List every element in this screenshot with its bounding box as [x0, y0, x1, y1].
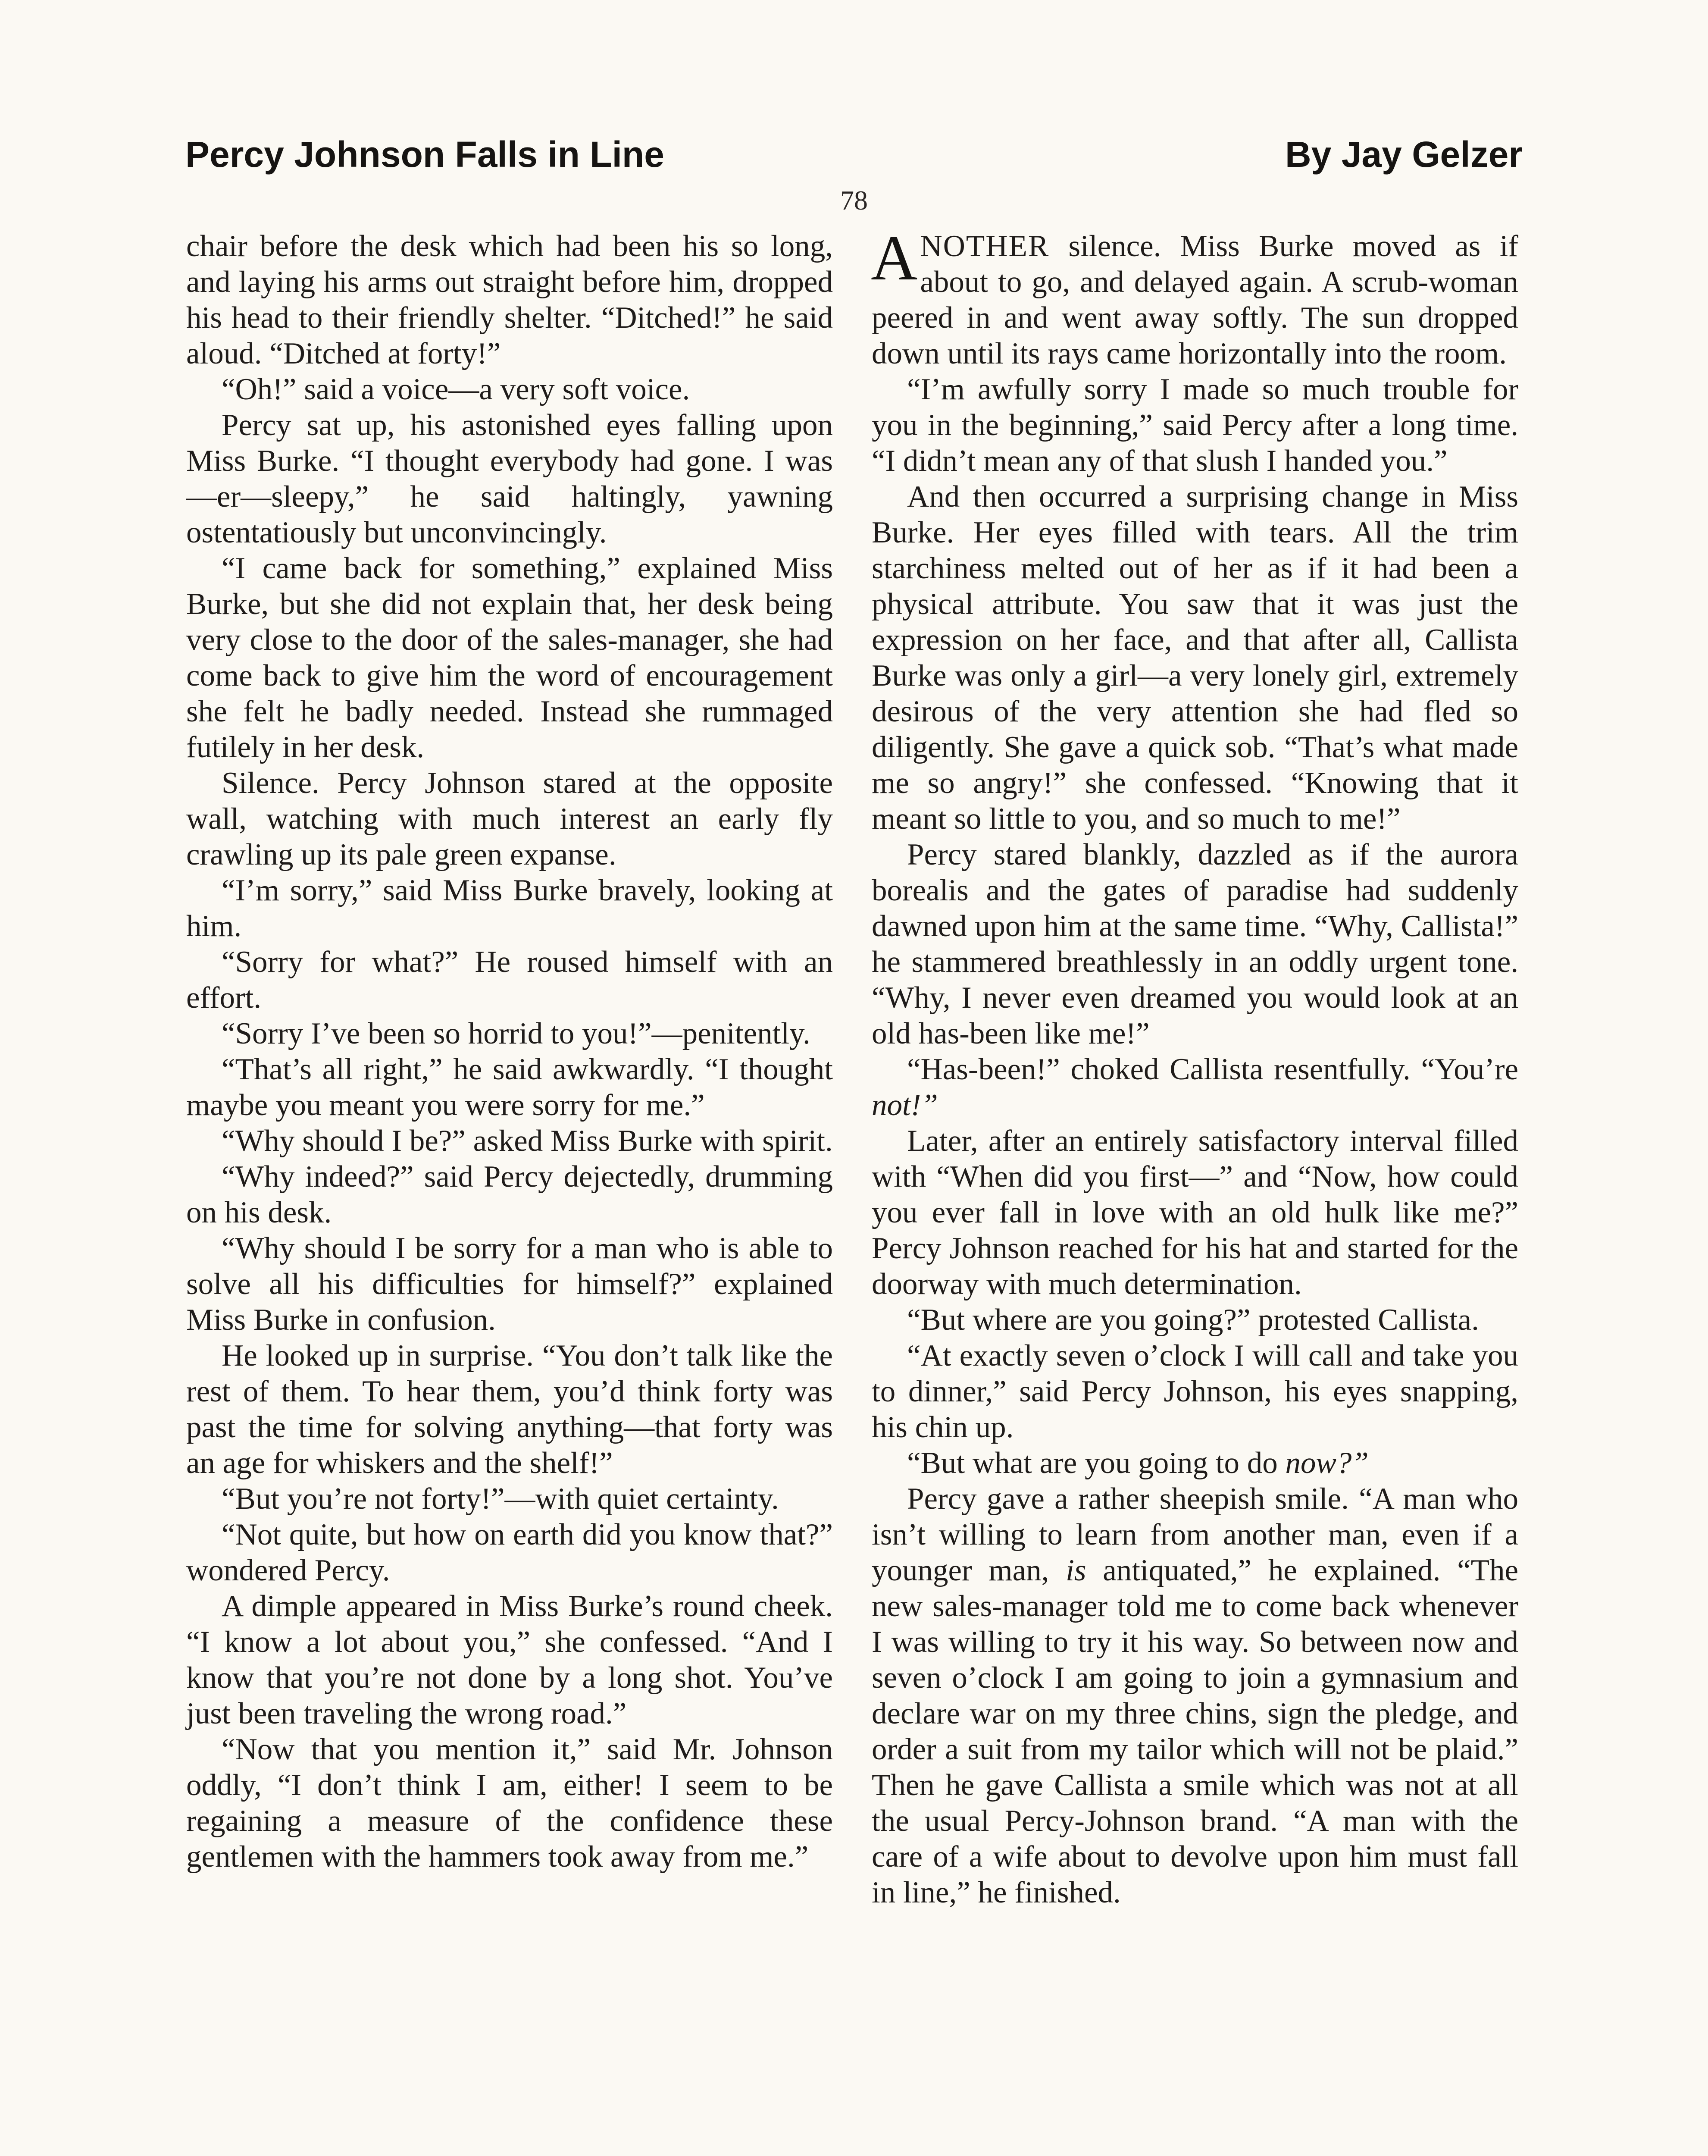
author-byline: By Jay Gelzer [1285, 134, 1523, 175]
paragraph: “I’m sorry,” said Miss Burke bravely, looking at him. [186, 874, 833, 943]
paragraph: “Why should I be sorry for a man who is able to solve all his difficulties for himself?” explained Miss Burke in confusion. [186, 1232, 833, 1337]
paragraph-text: “Has-been!” choked Callista resentfully. “You’re [907, 1053, 1518, 1086]
paragraph: “Sorry for what?” He roused himself with an effort. [186, 945, 833, 1015]
paragraph [872, 1052, 1518, 1123]
paragraph: Percy sat up, his astonished eyes falling upon Miss Burke. “I thought everybody had gone. I was—er—sleepy,” he said haltingly, yawning ostentatiously but unconvincingly. [186, 408, 833, 549]
right-column [871, 222, 1518, 1911]
paragraph: And then occurred a surprising change in Miss Burke. Her eyes filled with tears. All the trim starchiness melted out of her as if it had been a physical attribute. You saw that it was just the expression on her face, and that after all, Callista Burke was only a girl—a very lonely girl, extremely desirous of the very attention she had fled so diligently. She gave a quick sob. “That’s what made me so angry!” she confessed. “Knowing that it meant so little to you, and so much to me!” [872, 480, 1518, 836]
paragraph-text: antiquated,” he explained. “The new sales-manager told me to come back whenever I was willing to try it his way. So between now and seven o’clock I am going to join a gymnasium and declare war on my three chins, sign the pledge, and order a suit from my tailor which will not be plaid.” Then he gave Callista a smile which was not at all the usual Percy-Johnson brand. “A man with the care of a wife about to devolve upon him must fall in line,” he finished. [872, 1554, 1518, 1909]
emphasis: now?” [1285, 1446, 1369, 1480]
running-header [185, 134, 1523, 190]
emphasis: is [1066, 1554, 1086, 1587]
paragraph: “But where are you going?” protested Callista. [907, 1303, 1479, 1337]
paragraph: “Not quite, but how on earth did you know that?” wondered Percy. [186, 1518, 833, 1587]
page-number: 78 [840, 185, 868, 216]
paragraph: “But you’re not forty!”—with quiet certainty. [222, 1482, 779, 1516]
paragraph [872, 1481, 1518, 1911]
paragraph: “Why indeed?” said Percy dejectedly, drumming on his desk. [186, 1160, 833, 1229]
paragraph [872, 1445, 1518, 1481]
paragraph: “I’m awfully sorry I made so much trouble for you in the beginning,” said Percy after a long time. “I didn’t mean any of that slush I handed you.” [872, 373, 1518, 478]
paragraph: “At exactly seven o’clock I will call and take you to dinner,” said Percy Johnson, his eyes snapping, his chin up. [872, 1339, 1518, 1444]
paragraph: “Oh!” said a voice—a very soft voice. [222, 373, 690, 406]
opening-word: NOTHER [920, 229, 1050, 263]
paragraph: Silence. Percy Johnson stared at the opposite wall, watching with much interest an early fly crawling up its pale green expanse. [186, 766, 833, 871]
left-column [186, 229, 833, 1875]
paragraph: “Why should I be?” asked Miss Burke with spirit. [222, 1124, 833, 1158]
opening-paragraph [871, 222, 1518, 372]
paragraph: chair before the desk which had been his so long, and laying his arms out straight before him, dropped his head to their friendly shelter. “Ditched!” he said aloud. “Ditched at forty!” [186, 229, 833, 370]
opening-text: silence. Miss Burke moved as if about to go, and delayed again. A scrub-woman peered in and went away softly. The sun dropped down until its rays came horizontally into the room. [872, 229, 1518, 370]
paragraph-text: Percy gave a rather sheepish smile. “A man who isn’t willing to learn from another man, even if a younger man, [872, 1482, 1518, 1587]
paragraph: Percy stared blankly, dazzled as if the aurora borealis and the gates of paradise had suddenly dawned upon him at the same time. “Why, Callista!” he stammered breathlessly in an oddly urgent tone. “Why, I never even dreamed you would look at an old has-been like me!” [872, 838, 1518, 1050]
paragraph: “That’s all right,” he said awkwardly. “I thought maybe you meant you were sorry for me.” [186, 1053, 833, 1122]
paragraph: Later, after an entirely satisfactory interval filled with “When did you first—” and “Now, how could you ever fall in love with an old hulk like me?” Percy Johnson reached for his hat and started for the doorway with much determination. [872, 1124, 1518, 1301]
paragraph-text: “But what are you going to do [907, 1446, 1286, 1480]
story-title: Percy Johnson Falls in Line [185, 134, 664, 175]
paragraph: He looked up in surprise. “You don’t talk like the rest of them. To hear them, you’d think forty was past the time for solving anything—that forty was an age for whiskers and the shelf!” [186, 1339, 833, 1480]
paragraph: “Sorry I’ve been so horrid to you!”—penitently. [222, 1017, 810, 1050]
paragraph: A dimple appeared in Miss Burke’s round cheek. “I know a lot about you,” she confessed. “And I know that you’re not done by a long shot. You’ve just been traveling the wrong road.” [186, 1589, 833, 1730]
paragraph: “Now that you mention it,” said Mr. Johnson oddly, “I don’t think I am, either! I seem to be regaining a measure of the confidence these gentlemen with the hammers took away from me.” [186, 1733, 833, 1874]
drop-cap: A [871, 222, 918, 294]
paragraph: “I came back for something,” explained Miss Burke, but she did not explain that, her desk being very close to the door of the sales-manager, she had come back to give him the word of encouragement she felt he badly needed. Instead she rummaged futilely in her desk. [186, 552, 833, 764]
emphasis: not!” [872, 1088, 938, 1122]
